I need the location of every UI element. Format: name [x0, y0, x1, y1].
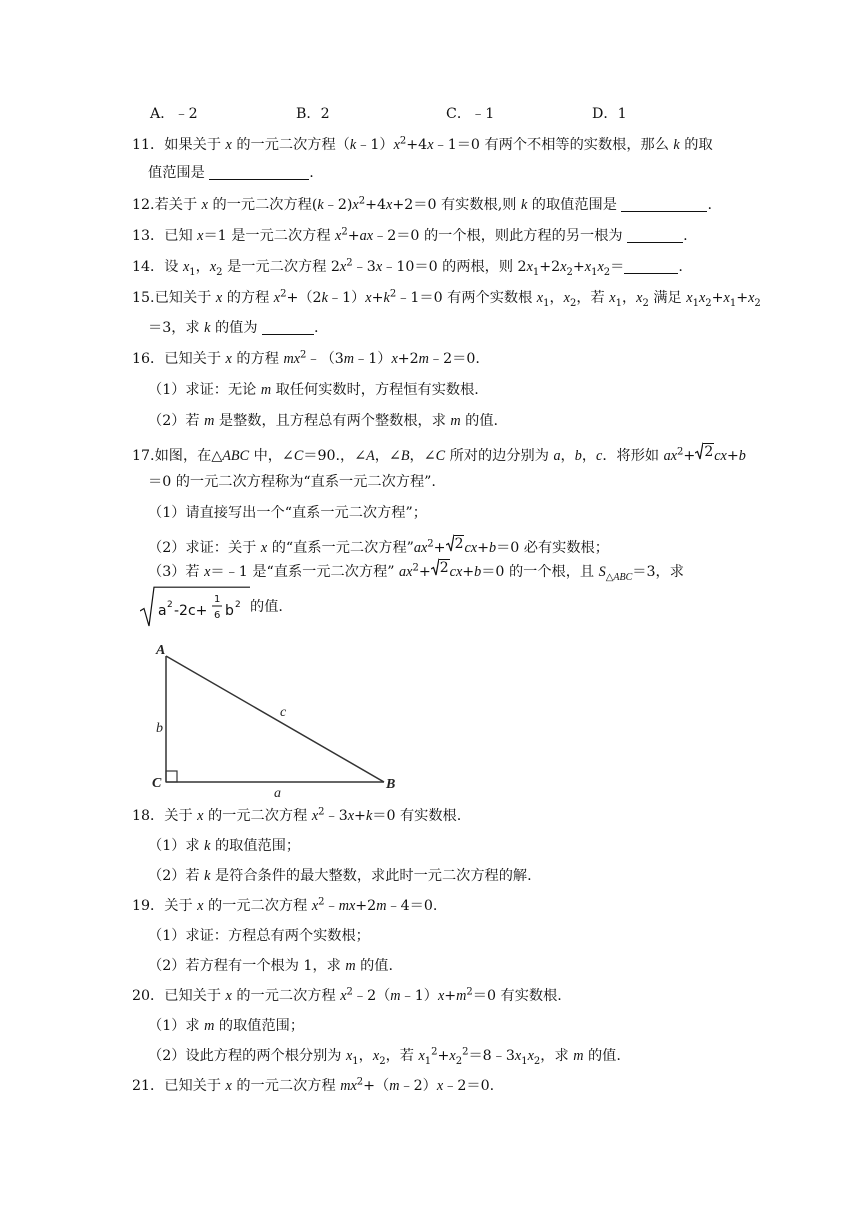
answer-blank[interactable] — [621, 197, 707, 212]
question-17-part3: （3）若 x＝﹣1 是“直系一元二次方程” $ax^2+$ 2 cx+b＝0 的一个根，且 $S_{\triangle ABC}=3$，求 — [148, 560, 684, 583]
sqrt-2: 2 — [695, 442, 714, 460]
vertex-label-b: B — [386, 777, 396, 792]
question-15-line2: ＝3，求 k 的值为 . — [148, 320, 319, 336]
question-11-line2: 值范围是 . — [148, 165, 314, 181]
question-15: 15.已知关于 x 的方程 $x^2+(2k﹣1)x+k^2﹣1=0$ 有两个实数根 $x_1$，$x_2$，若 $x_1$，$x_2$ 满足 $x_1x_2+x_1+x_2$ — [132, 288, 761, 309]
question-18: 18．关于 x 的一元二次方程 $x^2﹣3x+k=0$ 有实数根. — [132, 806, 462, 824]
question-14: 14．设 $x_1$，$x_2$ 是一元二次方程 $2x^2﹣3x﹣10=0$ 的两根，则 $2x_1+2x_2+x_1x_2=$ . — [132, 257, 683, 278]
vertex-label-c: C — [152, 776, 162, 791]
answer-blank[interactable] — [627, 228, 683, 243]
question-17: 17.如图，在△ABC 中，∠C＝90.，∠A，∠B，∠C 所对的边分别为 a，b，c．将形如 $ax^2+$ 2 cx+b — [132, 444, 746, 464]
side-label-b: b — [156, 721, 163, 736]
question-21: 21．已知关于 x 的一元二次方程 $mx^2+(m﹣2)x﹣2=0$. — [132, 1076, 495, 1094]
answer-blank[interactable] — [624, 259, 678, 274]
radical-expression — [140, 586, 410, 632]
question-18-part2: （2）若 k 是符合条件的最大整数，求此时一元二次方程的解. — [148, 868, 532, 884]
question-17-part3-tail: 的值. — [250, 599, 283, 615]
question-17-part1: （1）请直接写出一个“直系一元二次方程”； — [148, 505, 427, 521]
svg-text:1: 1 — [214, 594, 221, 605]
question-20-part1: （1）求 m 的取值范围； — [148, 1018, 305, 1034]
sqrt-2: 2 — [431, 558, 450, 576]
option-b: B．2 — [296, 106, 330, 122]
question-12: 12.若关于 x 的一元二次方程$(k﹣2)x^2+4x+2=0$ 有实数根,则 k 的取值范围是 . — [132, 195, 712, 213]
svg-text:a: a — [158, 603, 167, 619]
q10-options — [150, 104, 750, 124]
side-label-c: c — [280, 705, 287, 720]
question-16-part1: （1）求证：无论 m 取任何实数时，方程恒有实数根. — [148, 382, 479, 398]
question-19-part2: （2）若方程有一个根为 1，求 m 的值. — [148, 958, 393, 974]
triangle-figure — [150, 640, 410, 800]
svg-text:b: b — [225, 603, 234, 619]
question-19-part1: （1）求证：方程总有两个实数根； — [148, 928, 370, 944]
answer-blank[interactable] — [262, 320, 314, 335]
svg-text:-2c+: -2c+ — [174, 603, 208, 619]
question-20: 20．已知关于 x 的一元二次方程 $x^2﹣2(m﹣1)x+m^2=0$ 有实数根. — [132, 986, 562, 1004]
question-18-part1: （1）求 k 的取值范围； — [148, 838, 301, 854]
question-13: 13．已知 x＝1 是一元二次方程 $x^2+ax﹣2=0$ 的一个根，则此方程的另一根为 . — [132, 226, 688, 244]
vertex-label-a: A — [156, 643, 166, 658]
question-16: 16．已知关于 x 的方程 $mx^2﹣(3m﹣1)x+2m﹣2=0$. — [132, 349, 480, 367]
side-label-a: a — [274, 786, 281, 800]
option-c: C．﹣1 — [446, 106, 495, 122]
option-d: D．1 — [592, 106, 627, 122]
svg-text:2: 2 — [235, 600, 241, 610]
option-a: A．﹣2 — [150, 106, 198, 122]
question-16-part2: （2）若 m 是整数，且方程总有两个整数根，求 m 的值. — [148, 413, 499, 429]
question-17-part2: （2）求证：关于 x 的“直系一元二次方程$”ax^2+$ 2 cx+b＝0 必有实数根； — [148, 536, 609, 556]
svg-text:2: 2 — [167, 600, 173, 610]
question-11: 11．如果关于 x 的一元二次方程$(k﹣1)x^2+4x﹣1=0$ 有两个不相等的实数根，那么 k 的取 — [132, 135, 713, 153]
question-17-line2: ＝0 的一元二次方程称为“直系一元二次方程”. — [148, 474, 436, 490]
question-20-part2: （2）设此方程的两个根分别为 $x_1$，$x_2$，若 $x_1^2+x_2^2=8﹣3x_1x_2$，求 m 的值. — [148, 1046, 621, 1067]
answer-blank[interactable] — [209, 165, 309, 180]
question-19: 19．关于 x 的一元二次方程 $x^2﹣mx+2m﹣4=0$. — [132, 896, 438, 914]
svg-text:6: 6 — [214, 610, 221, 621]
sqrt-2: 2 — [446, 534, 465, 552]
